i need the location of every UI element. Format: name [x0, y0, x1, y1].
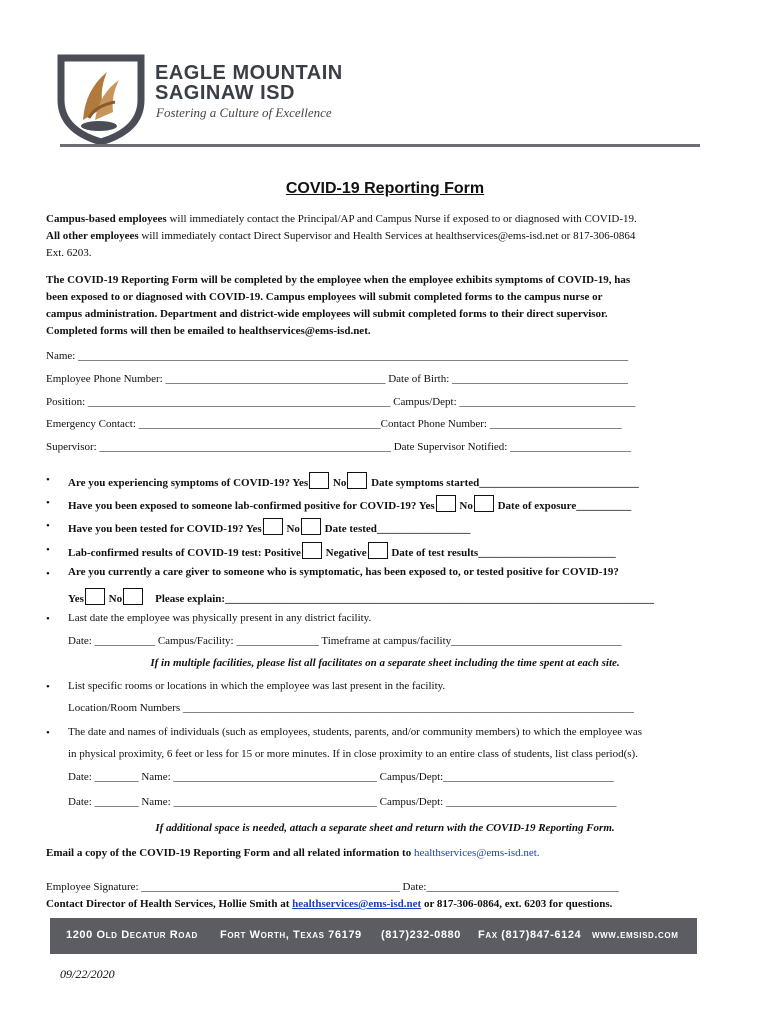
contact-email-link[interactable]: healthservices@ems-isd.net — [292, 898, 422, 910]
bullet: • — [46, 613, 50, 625]
phone-dob-field[interactable]: Employee Phone Number: ________________________________________ Date of Birth: ________________________________ — [46, 373, 629, 385]
brand-line-1: EAGLE MOUNTAIN — [155, 62, 343, 84]
exposed-no-checkbox[interactable] — [474, 495, 494, 512]
symptoms-date-field[interactable]: Date symptoms started_____________________________ — [371, 477, 639, 489]
last-date-label: Last date the employee was physically present in any district facility. — [68, 612, 372, 624]
caregiver-no-checkbox[interactable] — [123, 588, 143, 605]
bullet: • — [46, 727, 50, 739]
tagline: Fostering a Culture of Excellence — [156, 105, 332, 120]
proximity-row[interactable]: Date: ________ Name: _____________________________________ Campus/Dept:_______________________________ — [68, 771, 614, 783]
question-results: Lab-confirmed results of COVID-19 test: Positive Negative Date of test results_________________________ — [68, 542, 616, 559]
campus-bold: Campus-based employees — [46, 213, 167, 225]
revision-date: 09/22/2020 — [60, 967, 115, 981]
proximity-row[interactable]: Date: ________ Name: _____________________________________ Campus/Dept: _______________________________ — [68, 796, 617, 808]
proximity-line-2: in physical proximity, 6 feet or less for 15 or more minutes. If in close proximity to an entire class of students, list class period(s). — [68, 748, 638, 760]
positive-checkbox[interactable] — [302, 542, 322, 559]
multiple-facilities-note: If in multiple facilities, please list all facilitates on a separate sheet including the time spent at each site. — [150, 657, 620, 669]
rooms-label: List specific rooms or locations in which the employee was last present in the facility. — [68, 680, 446, 692]
header-divider — [60, 144, 700, 147]
instruction-line: campus administration. Department and district-wide employees will submit completed forms to their direct supervisor. — [46, 308, 608, 320]
footer-city: Fort Worth, Texas 76179 — [220, 929, 362, 941]
footer-fax: Fax (817)847-6124 — [478, 929, 582, 941]
name-field[interactable]: Name: ____________________________________________________________________________________________________ — [46, 350, 629, 362]
bullet: • — [46, 568, 50, 580]
tested-yes-checkbox[interactable] — [263, 518, 283, 535]
contact-line: Contact Director of Health Services, Hollie Smith at healthservices@ems-isd.net or 817-306-0864, ext. 6203 for questions. — [46, 898, 613, 910]
negative-checkbox[interactable] — [368, 542, 388, 559]
question-exposed: Have you been exposed to someone lab-confirmed positive for COVID-19? Yes No Date of exposure__________ — [68, 495, 631, 512]
instruction-line: been exposed to or diagnosed with COVID-19. Campus employees will submit completed forms to the campus nurse or — [46, 291, 603, 303]
email-link[interactable]: healthservices@ems-isd.net. — [413, 847, 540, 859]
additional-space-note: If additional space is needed, attach a separate sheet and return with the COVID-19 Reporting Form. — [155, 822, 615, 834]
position-campus-field[interactable]: Position: _______________________________________________________ Campus/Dept: ________________________________ — [46, 396, 636, 408]
campus-text: will immediately contact the Principal/AP and Campus Nurse if exposed to or diagnosed with COVID-19. — [166, 213, 637, 225]
footer-phone: (817)232-0880 — [381, 929, 461, 941]
supervisor-field[interactable]: Supervisor: _____________________________________________________ Date Supervisor Notified: ______________________ — [46, 441, 632, 453]
last-date-fields[interactable]: Date: ___________ Campus/Facility: _______________ Timeframe at campus/facility_______________________________ — [68, 635, 622, 647]
proximity-line-1: The date and names of individuals (such as employees, students, parents, and/or community members) to which the employee was — [68, 726, 642, 738]
question-caregiver: Are you currently a care giver to someone who is symptomatic, has been exposed to, or tested positive for COVID-19? — [68, 566, 619, 578]
bullet: • — [46, 544, 50, 556]
symptoms-yes-checkbox[interactable] — [309, 472, 329, 489]
email-instruction: Email a copy of the COVID-19 Reporting Form and all related information to healthservices@ems-isd.net. — [46, 847, 540, 859]
question-symptoms: Are you experiencing symptoms of COVID-19? Yes No Date symptoms started_____________________________ — [68, 472, 639, 489]
bullet: • — [46, 520, 50, 532]
bullet: • — [46, 474, 50, 486]
signature-field[interactable]: Employee Signature: _______________________________________________ Date:___________________________________ — [46, 881, 619, 893]
caregiver-yes-checkbox[interactable] — [85, 588, 105, 605]
form-title: COVID-19 Reporting Form — [285, 180, 485, 197]
exposed-yes-checkbox[interactable] — [436, 495, 456, 512]
other-text: will immediately contact Direct Supervisor and Health Services at healthservices@ems-isd.net or 817-306-0864 — [138, 230, 636, 242]
instruction-line: Completed forms will then be emailed to healthservices@ems-isd.net. — [46, 325, 371, 337]
test-results-date-field[interactable]: Date of test results_________________________ — [391, 547, 616, 559]
instructions-paragraph — [46, 272, 726, 340]
footer-website: www.emsisd.com — [592, 929, 679, 941]
location-room-field[interactable]: Location/Room Numbers __________________________________________________________________________________ — [68, 702, 634, 714]
intro-paragraph — [46, 211, 726, 262]
other-bold: All other employees — [46, 230, 139, 242]
symptoms-no-checkbox[interactable] — [347, 472, 367, 489]
district-logo — [55, 50, 147, 146]
bullet: • — [46, 497, 50, 509]
footer-address: 1200 Old Decatur Road — [66, 929, 198, 941]
tested-no-checkbox[interactable] — [301, 518, 321, 535]
other-text-2: Ext. 6203. — [46, 247, 92, 259]
caregiver-explain-field[interactable]: Please explain:______________________________________________________________________________ — [155, 593, 655, 605]
exposure-date-field[interactable]: Date of exposure__________ — [497, 500, 632, 512]
tested-date-field[interactable]: Date tested_________________ — [324, 523, 471, 535]
brand-line-2: SAGINAW ISD — [155, 82, 295, 104]
instruction-line: The COVID-19 Reporting Form will be completed by the employee when the employee exhibits symptoms of COVID-19, has — [46, 274, 631, 286]
caregiver-answer: Yes No Please explain:______________________________________________________________________________ — [68, 588, 654, 605]
emergency-contact-field[interactable]: Emergency Contact: ____________________________________________Contact Phone Number: ________________________ — [46, 418, 622, 430]
question-tested: Have you been tested for COVID-19? Yes No Date tested_________________ — [68, 518, 470, 535]
bullet: • — [46, 681, 50, 693]
